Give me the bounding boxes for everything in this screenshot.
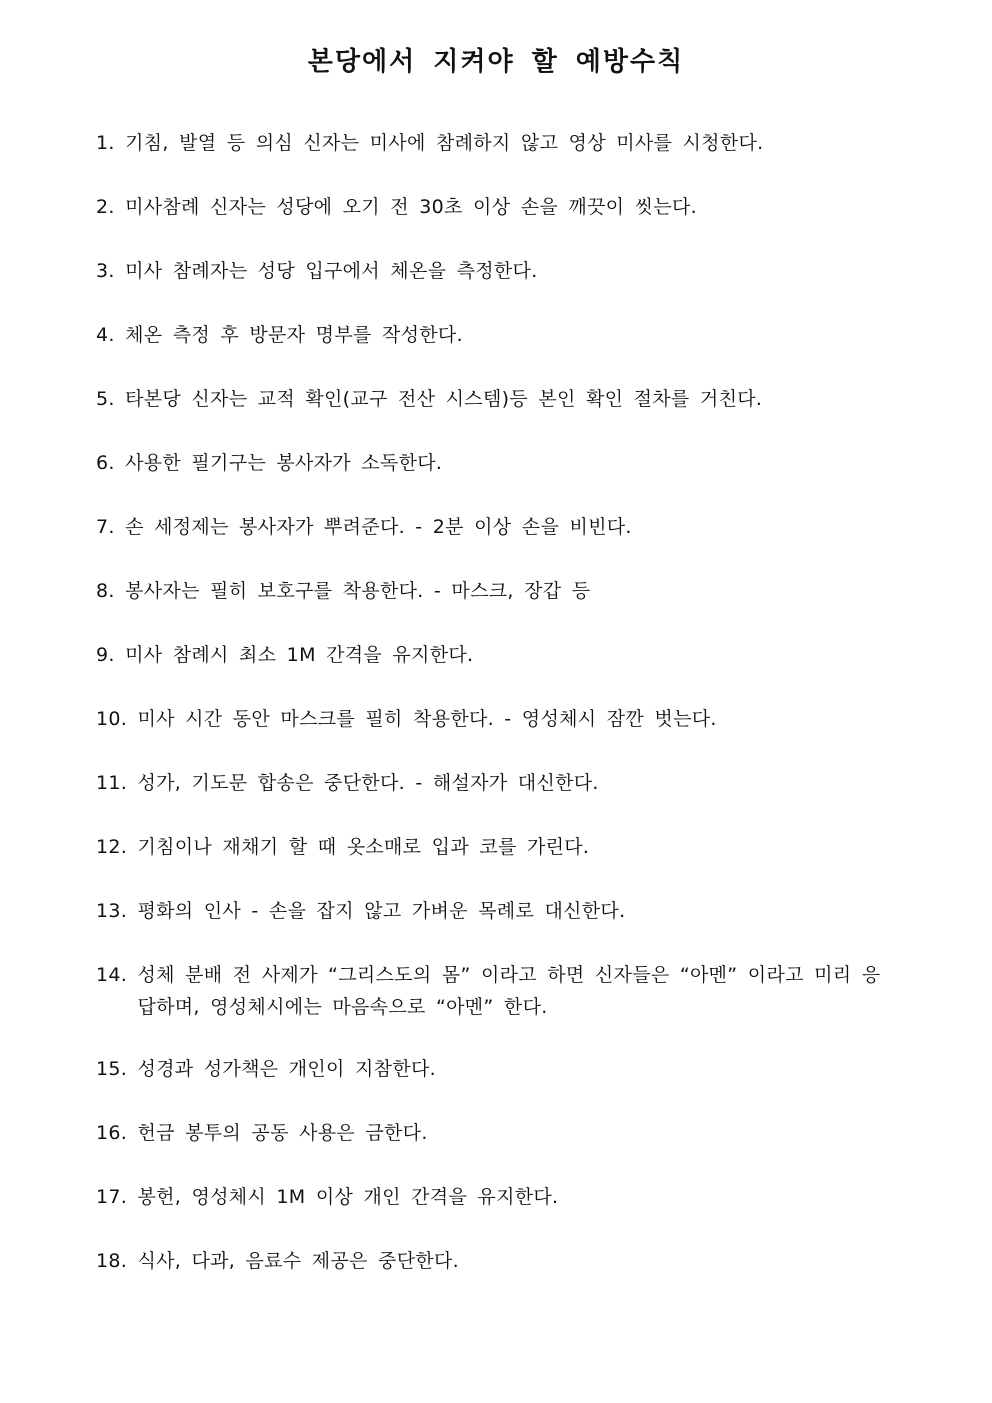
rule-number: 5. xyxy=(96,388,126,410)
rule-item-15 xyxy=(96,1056,896,1082)
rule-text: 타본당 신자는 교적 확인(교구 전산 시스템)등 본인 확인 절차를 거친다. xyxy=(125,388,763,410)
rule-number: 13. xyxy=(96,900,138,922)
rule-text: 성체 분배 전 사제가 “그리스도의 몸” 이라고 하면 신자들은 “아멘” 이라고 미리 응답하며, 영성체시에는 마음속으로 “아멘” 한다. xyxy=(137,964,881,1018)
rule-text: 기침, 발열 등 의심 신자는 미사에 참례하지 않고 영상 미사를 시청한다. xyxy=(125,132,764,154)
rule-number: 16. xyxy=(96,1122,138,1144)
rule-item-18 xyxy=(96,1248,896,1274)
rule-number: 15. xyxy=(96,1058,138,1080)
rule-item-10 xyxy=(96,706,896,732)
rule-number: 11. xyxy=(96,772,138,794)
rule-item-12 xyxy=(96,834,896,860)
rule-text: 미사참례 신자는 성당에 오기 전 30초 이상 손을 깨끗이 씻는다. xyxy=(125,196,697,218)
rule-item-13 xyxy=(96,898,896,924)
rule-text: 미사 참례시 최소 1M 간격을 유지한다. xyxy=(125,644,474,666)
rule-text: 성가, 기도문 합송은 중단한다. - 해설자가 대신한다. xyxy=(137,772,599,794)
rule-number: 1. xyxy=(96,132,126,154)
rule-number: 17. xyxy=(96,1186,138,1208)
rule-text: 봉헌, 영성체시 1M 이상 개인 간격을 유지한다. xyxy=(137,1186,559,1208)
rule-text: 사용한 필기구는 봉사자가 소독한다. xyxy=(125,452,443,474)
rule-text: 기침이나 재채기 할 때 옷소매로 입과 코를 가린다. xyxy=(137,836,590,858)
rule-item-14 xyxy=(96,959,896,1023)
rule-number: 4. xyxy=(96,324,126,346)
rules-list xyxy=(96,130,896,1312)
rule-text: 손 세정제는 봉사자가 뿌려준다. - 2분 이상 손을 비빈다. xyxy=(125,516,632,538)
rule-text: 성경과 성가책은 개인이 지참한다. xyxy=(137,1058,436,1080)
rule-item-17 xyxy=(96,1184,896,1210)
rule-number: 7. xyxy=(96,516,126,538)
rule-number: 14. xyxy=(96,964,138,986)
rule-item-7 xyxy=(96,514,896,540)
rule-number: 9. xyxy=(96,644,126,666)
rule-number: 2. xyxy=(96,196,126,218)
rule-number: 12. xyxy=(96,836,138,858)
rule-number: 3. xyxy=(96,260,126,282)
rule-text: 체온 측정 후 방문자 명부를 작성한다. xyxy=(125,324,463,346)
rule-text: 봉사자는 필히 보호구를 착용한다. - 마스크, 장갑 등 xyxy=(125,580,591,602)
rule-text: 헌금 봉투의 공동 사용은 금한다. xyxy=(137,1122,428,1144)
rule-number: 6. xyxy=(96,452,126,474)
rule-number: 10. xyxy=(96,708,138,730)
rule-item-2 xyxy=(96,194,896,220)
rule-number: 18. xyxy=(96,1250,138,1272)
rule-item-6 xyxy=(96,450,896,476)
rule-item-8 xyxy=(96,578,896,604)
rule-item-4 xyxy=(96,322,896,348)
rule-number: 8. xyxy=(96,580,126,602)
rule-text: 평화의 인사 - 손을 잡지 않고 가벼운 목례로 대신한다. xyxy=(137,900,626,922)
rule-item-3 xyxy=(96,258,896,284)
rule-item-11 xyxy=(96,770,896,796)
rule-text: 미사 참례자는 성당 입구에서 체온을 측정한다. xyxy=(125,260,538,282)
rule-item-16 xyxy=(96,1120,896,1146)
rule-item-1 xyxy=(96,130,896,156)
rule-text: 식사, 다과, 음료수 제공은 중단한다. xyxy=(137,1250,460,1272)
rule-text: 미사 시간 동안 마스크를 필히 착용한다. - 영성체시 잠깐 벗는다. xyxy=(137,708,717,730)
rule-item-5 xyxy=(96,386,896,412)
page-title: 본당에서 지켜야 할 예방수칙 xyxy=(307,47,685,77)
rule-item-9 xyxy=(96,642,896,668)
